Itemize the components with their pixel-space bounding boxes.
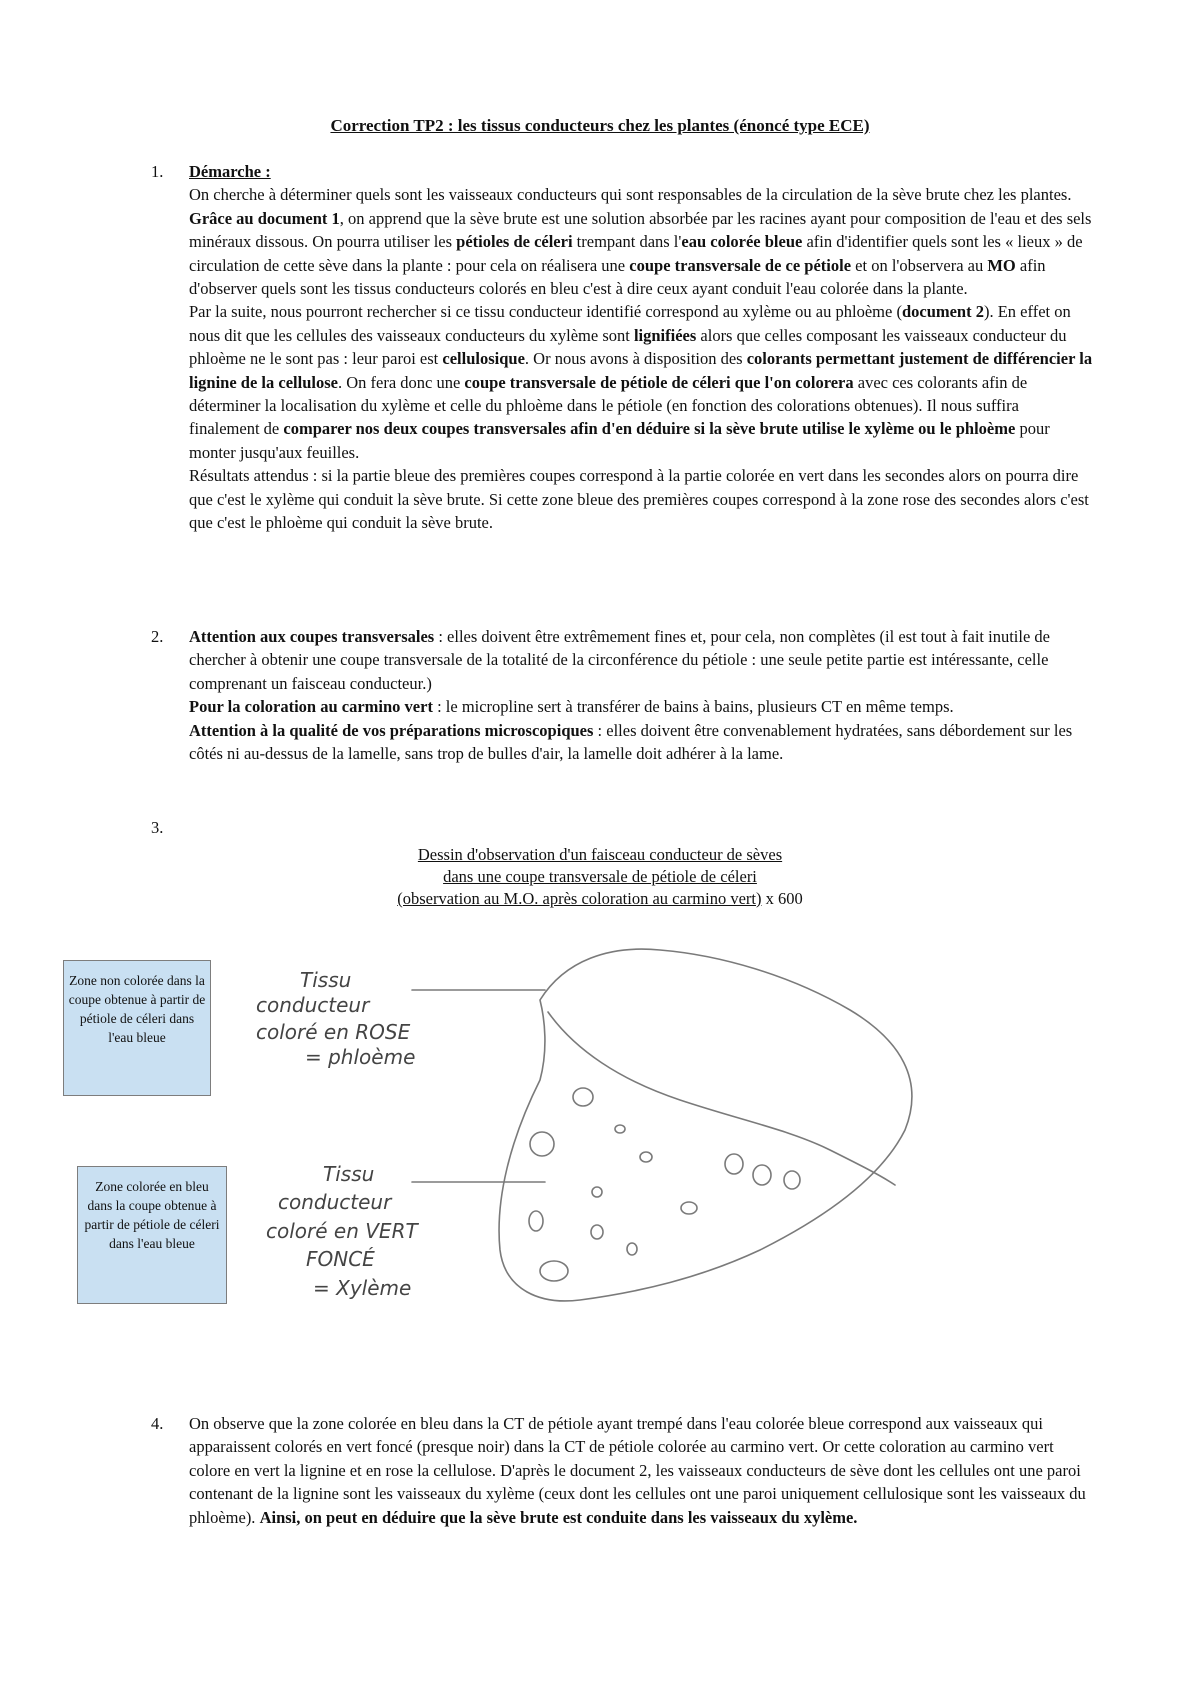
- hand-label-phloem-2: conducteur: [256, 993, 370, 1017]
- section-1-paragraph-3: Par la suite, nous pourront rechercher si ce tissu conducteur identifié correspond au xylème ou au phloème (document 2). En effet on nous dit que les cellules des vaisseaux conducteurs du xylème sont lignifiées alors que celles composant les vaisseaux conducteur du phloème ne le sont pas : leur paroi est cellulosique. Or nous avons à disposition des colorants permettant justement de différencier la lignine de la cellulose. On fera donc une coupe transversale de pétiole de céleri que l'on colorera avec ces colorants afin de déterminer la localisation du xylème et celle du phloème dans le pétiole (en fonction des colorations obtenues). Il nous suffira finalement de comparer nos deux coupes transversales afin d'en déduire si la sève brute utilise le xylème ou le phloème pour monter jusqu'aux feuilles.: [189, 302, 1093, 462]
- hand-label-phloem-3: coloré en ROSE: [256, 1020, 411, 1044]
- section-1-paragraph-1: On cherche à déterminer quels sont les vaisseaux conducteurs qui sont responsables de la circulation de la sève brute chez les plantes.: [189, 185, 1072, 205]
- vessel: [530, 1132, 554, 1156]
- vessel: [591, 1225, 603, 1239]
- hand-label-xylem-2: conducteur: [278, 1190, 392, 1214]
- section-2-number: 2.: [151, 627, 164, 646]
- page-title: Correction TP2 : les tissus conducteurs chez les plantes (énoncé type ECE): [330, 116, 870, 135]
- bundle-outline: [499, 949, 912, 1301]
- hand-label-phloem-1: Tissu: [300, 968, 352, 992]
- hand-label-xylem-1: Tissu: [323, 1162, 375, 1186]
- vessel: [573, 1088, 593, 1106]
- section-4-paragraph-1: On observe que la zone colorée en bleu dans la CT de pétiole ayant trempé dans l'eau colorée bleue correspond aux vaisseaux qui apparaissent colorés en vert foncé (presque noir) dans la CT de pétiole colorée au carmino vert. Or cette coloration au carmino vert colore en vert la lignine et en rose la cellulose. D'après le document 2, les vaisseaux conducteurs de sève dont les cellules ont une paroi contenant de la lignine sont les vaisseaux du xylème (ceux dont les cellules ont une paroi uniquement cellulosique sont les vaisseaux du phloème). Ainsi, on peut en déduire que la sève brute est conduite dans les vaisseaux du xylème.: [189, 1414, 1086, 1527]
- section-1-number: 1.: [151, 162, 164, 181]
- vessel: [540, 1261, 568, 1281]
- vessel: [529, 1211, 543, 1231]
- vessel: [627, 1243, 637, 1255]
- vessel: [753, 1165, 771, 1185]
- hand-label-phloem-4: = phloème: [305, 1045, 416, 1069]
- note-box-uncolored-zone: Zone non colorée dans la coupe obtenue à partir de pétiole de céleri dans l'eau bleue: [63, 960, 211, 1096]
- section-2-paragraph-3: Attention à la qualité de vos préparations microscopiques : elles doivent être convenablement hydratées, sans débordement sur les côtés ni au-dessus de la lamelle, sans trop de bulles d'air, la lamelle doit adhérer à la lame.: [189, 720, 1073, 764]
- caption-line-1: Dessin d'observation d'un faisceau conducteur de sèves: [417, 845, 783, 864]
- vessel: [725, 1154, 743, 1174]
- vessel: [592, 1187, 602, 1197]
- hand-label-xylem-5: = Xylème: [313, 1276, 412, 1300]
- section-1-heading: Démarche :: [189, 162, 271, 181]
- section-4-number: 4.: [151, 1414, 164, 1433]
- hand-label-xylem-3: coloré en VERT: [266, 1219, 418, 1243]
- hand-label-xylem-4: FONCÉ: [306, 1247, 375, 1271]
- vessel: [784, 1171, 800, 1189]
- note-box-blue-zone: Zone colorée en bleu dans la coupe obtenue à partir de pétiole de céleri dans l'eau bleue: [77, 1166, 227, 1304]
- caption-line-2: dans une coupe transversale de pétiole de céleri: [443, 867, 757, 886]
- section-1-paragraph-2: Grâce au document 1, on apprend que la sève brute est une solution absorbée par les racines ayant pour composition de l'eau et des sels minéraux dissous. On pourra utiliser les pétioles de céleri trempant dans l'eau colorée bleue afin d'identifier quels sont les « lieux » de circulation de cette sève dans la plante : pour cela on réalisera une coupe transversale de ce pétiole et on l'observera au MO afin d'observer quels sont les tissus conducteurs colorés en bleu c'est à dire ceux ayant conduit l'eau colorée dans la plante.: [189, 208, 1092, 299]
- caption-scale: x 600: [761, 889, 803, 908]
- section-2-paragraph-2: Pour la coloration au carmino vert : le micropline sert à transférer de bains à bains, plusieurs CT en même temps.: [189, 697, 954, 717]
- vessel: [640, 1152, 652, 1162]
- section-1-paragraph-4: Résultats attendus : si la partie bleue des premières coupes correspond à la partie colorée en vert dans les secondes alors on pourra dire que c'est le xylème qui conduit la sève brute. Si cette zone bleue des premières coupes correspond à la zone rose des secondes alors c'est que c'est le phloème qui conduit la sève brute.: [189, 466, 1089, 533]
- vessel: [681, 1202, 697, 1214]
- phloem-xylem-boundary: [548, 1012, 895, 1185]
- section-2-paragraph-1: Attention aux coupes transversales : elles doivent être extrêmement fines et, pour cela, non complètes (il est tout à fait inutile de chercher à obtenir une coupe transversale de la totalité de la circonférence du pétiole : une seule petite partie est intéressante, celle comprenant un faisceau conducteur.): [189, 627, 1050, 693]
- vessel: [615, 1125, 625, 1133]
- caption-line-3: (observation au M.O. après coloration au carmino vert): [397, 889, 762, 908]
- section-3-number: 3.: [151, 818, 164, 837]
